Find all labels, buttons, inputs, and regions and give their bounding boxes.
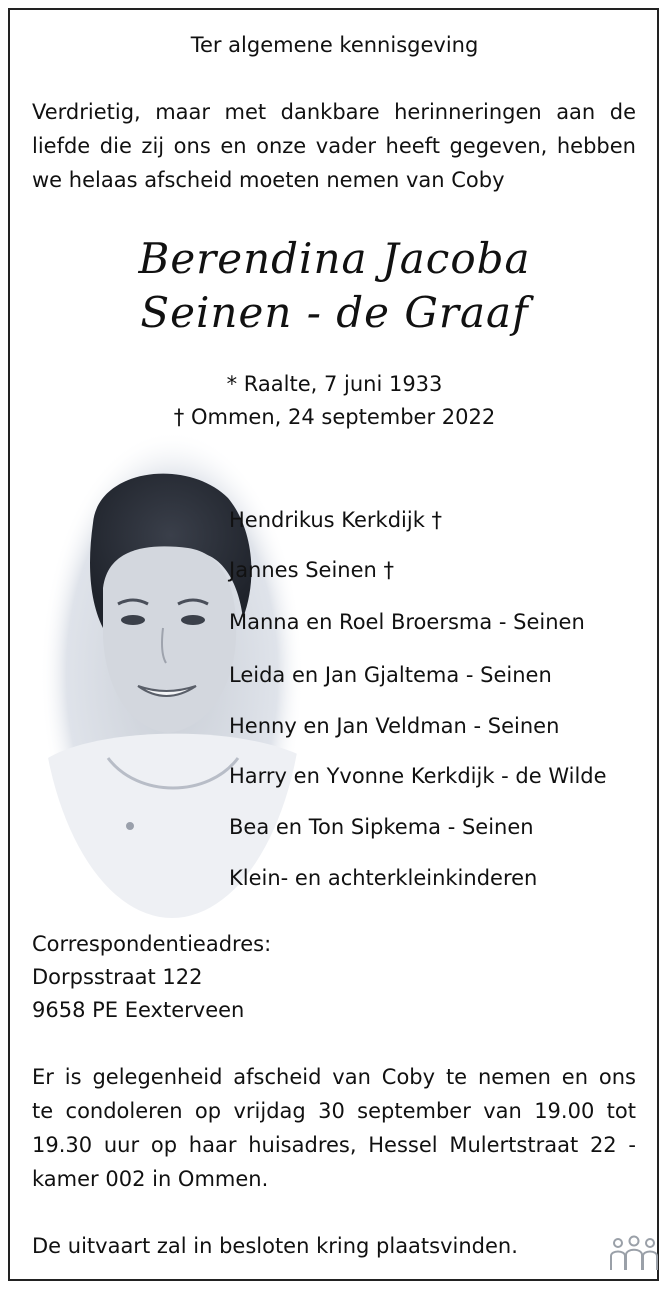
visitation-line: kamer 002 in Ommen. [32, 1167, 269, 1191]
visitation-line: 19.30 uur op haar huisadres, Hessel Mulertstraat 22 - [32, 1133, 636, 1157]
family-member: Jannes Seinen † [229, 558, 395, 582]
family-member: Hendrikus Kerkdijk † [229, 508, 443, 532]
visitation-paragraph [32, 1060, 636, 1196]
birth-line: * Raalte, 7 juni 1933 [226, 372, 443, 396]
family-member: Harry en Yvonne Kerkdijk - de Wilde [229, 764, 607, 788]
intro-line: liefde die zij ons en onze vader heeft gegeven, hebben [32, 134, 636, 158]
family-member: Manna en Roel Broersma - Seinen [229, 610, 585, 634]
intro-line: we helaas afscheid moeten nemen van Coby [32, 168, 505, 192]
intro-line: Verdrietig, maar met dankbare herinneringen aan de [32, 100, 636, 124]
deceased-name-first: Berendina Jacoba [138, 234, 531, 283]
funeral-note: De uitvaart zal in besloten kring plaatsvinden. [32, 1234, 518, 1258]
deceased-name-last: Seinen - de Graaf [140, 288, 529, 337]
visitation-line: Er is gelegenheid afscheid van Coby te nemen en ons [32, 1065, 636, 1089]
family-member: Bea en Ton Sipkema - Seinen [229, 815, 534, 839]
address-street: Dorpsstraat 122 [32, 965, 203, 989]
visitation-line: te condoleren op vrijdag 30 september van 19.00 tot [32, 1099, 636, 1123]
death-line: † Ommen, 24 september 2022 [173, 405, 496, 429]
family-member: Klein- en achterkleinkinderen [229, 866, 538, 890]
notice-heading: Ter algemene kennisgeving [190, 33, 479, 57]
family-member: Leida en Jan Gjaltema - Seinen [229, 663, 552, 687]
intro-paragraph [32, 95, 636, 197]
people-group-icon [608, 1234, 660, 1274]
address-label: Correspondentieadres: [32, 932, 272, 956]
family-member: Henny en Jan Veldman - Seinen [229, 714, 560, 738]
address-city: 9658 PE Eexterveen [32, 998, 245, 1022]
